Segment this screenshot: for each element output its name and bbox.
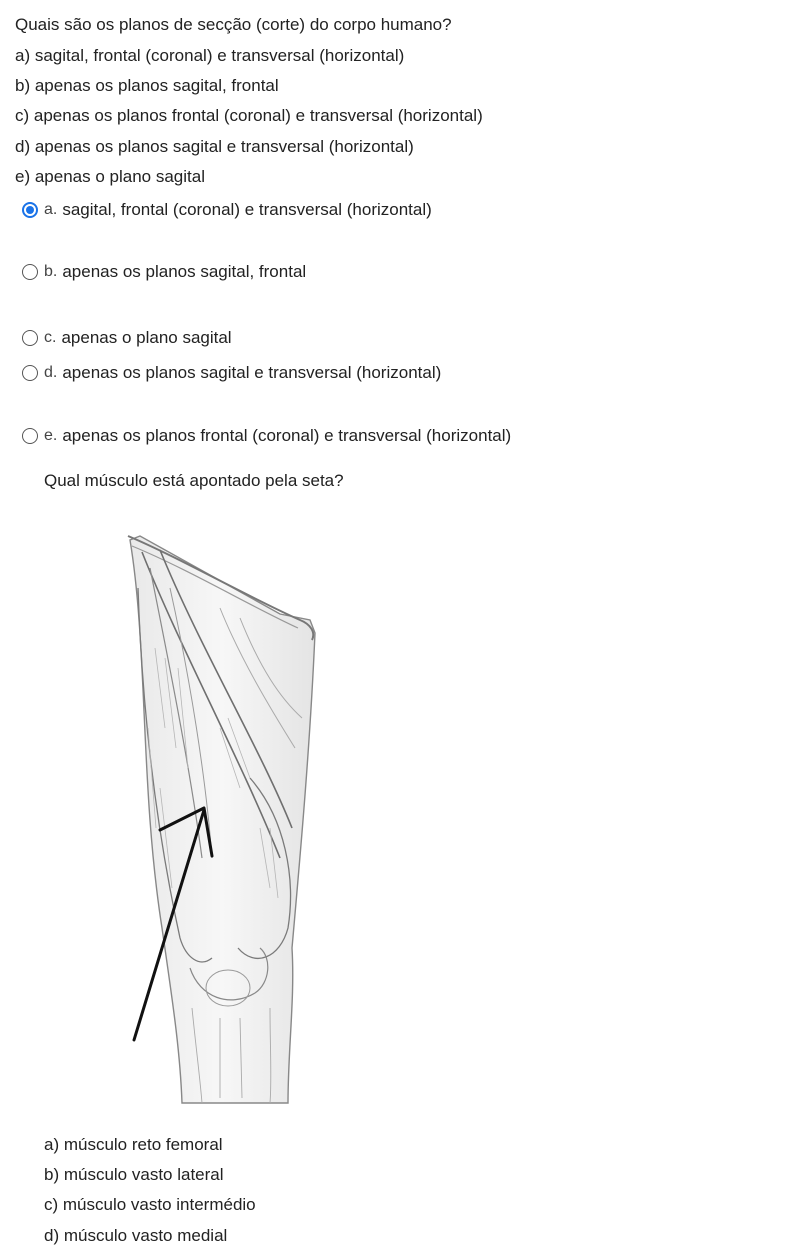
answer-option-d[interactable] [22, 363, 441, 383]
question1-option-e: e) apenas o plano sagital [15, 167, 205, 186]
answer-label: apenas os planos frontal (coronal) e transversal (horizontal) [62, 426, 512, 445]
question1-option-a: a) sagital, frontal (coronal) e transversal (horizontal) [15, 46, 405, 65]
radio-button[interactable] [22, 264, 38, 280]
answer-letter: e. [44, 427, 58, 444]
radio-button[interactable] [22, 365, 38, 381]
answer-letter: c. [44, 329, 57, 346]
answer-option-a[interactable] [22, 200, 432, 220]
answer-label: apenas o plano sagital [61, 328, 232, 347]
answer-letter: a. [44, 201, 58, 218]
radio-button[interactable] [22, 330, 38, 346]
radio-button-selected[interactable] [22, 202, 38, 218]
answer-option-b[interactable] [22, 262, 306, 282]
question1-prompt: Quais são os planos de secção (corte) do corpo humano? [15, 15, 452, 34]
question2-prompt: Qual músculo está apontado pela seta? [44, 471, 344, 490]
answer-label: apenas os planos sagital e transversal (horizontal) [62, 363, 442, 382]
answer-letter: d. [44, 364, 58, 381]
question2-option-b: b) músculo vasto lateral [44, 1165, 224, 1184]
question1-option-c: c) apenas os planos frontal (coronal) e transversal (horizontal) [15, 106, 483, 125]
thigh-muscle-illustration [120, 528, 450, 1108]
answer-option-c[interactable] [22, 328, 232, 348]
question2-option-a: a) músculo reto femoral [44, 1135, 223, 1154]
answer-letter: b. [44, 263, 58, 280]
question2-option-d: d) músculo vasto medial [44, 1226, 228, 1245]
radio-button[interactable] [22, 428, 38, 444]
answer-label: sagital, frontal (coronal) e transversal (horizontal) [62, 200, 432, 219]
question1-option-d: d) apenas os planos sagital e transversal (horizontal) [15, 137, 414, 156]
answer-option-e[interactable] [22, 426, 511, 446]
question1-option-b: b) apenas os planos sagital, frontal [15, 76, 279, 95]
question2-option-c: c) músculo vasto intermédio [44, 1195, 256, 1214]
answer-label: apenas os planos sagital, frontal [62, 262, 307, 281]
